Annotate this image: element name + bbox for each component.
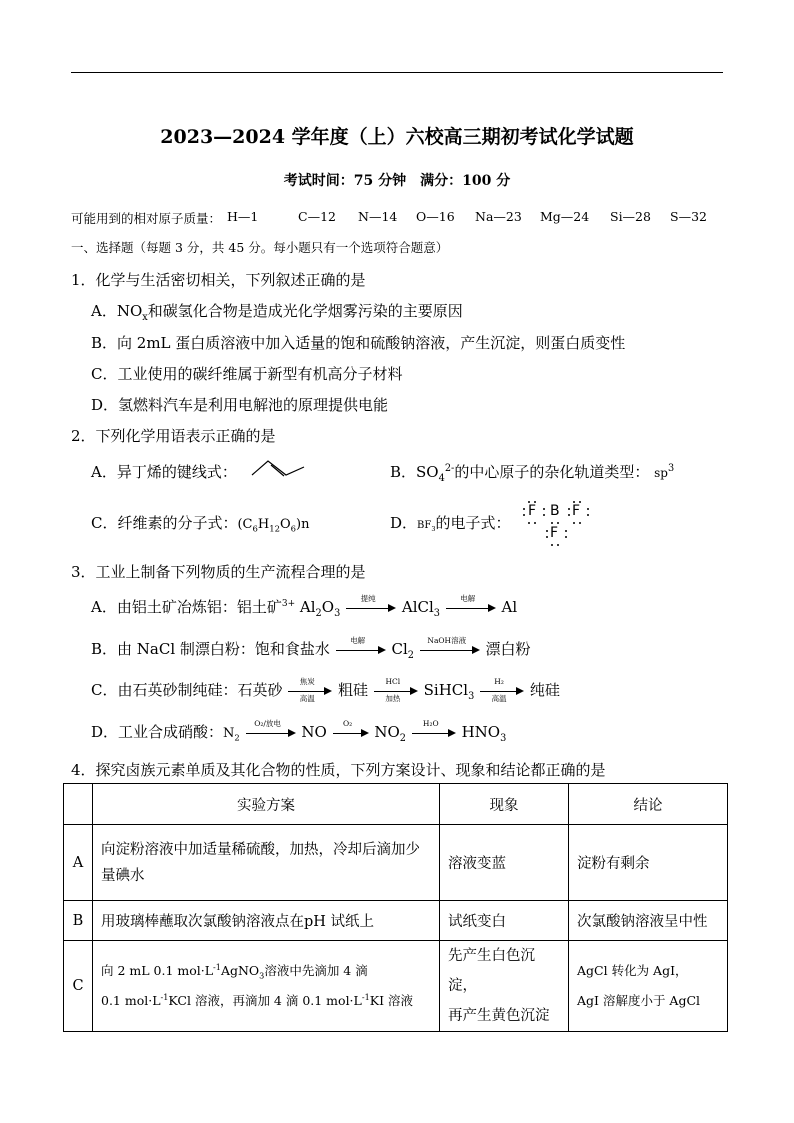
- reaction-arrow: 提纯: [346, 602, 396, 614]
- question-2-option-c: C．纤维素的分子式：$(C_6H_{12}O_6)n$: [91, 514, 310, 534]
- experiment-plan: 向 2 mL 0.1 $mol\cdot L^{-1}AgNO_3$溶液中先滴加 4 滴 0.1 $mol\cdot L^{-1}KCl$ 溶液，再滴加 4 滴 0.1 $mol\cdot L^{-1}KI$ 溶液: [93, 941, 440, 1032]
- atomic-mass-item: Na—23: [475, 209, 522, 224]
- question-2-option-d: D．$BF_3$的电子式：: [390, 514, 511, 533]
- experiment-plan: 用玻璃棒蘸取次氯酸钠溶液点在pH 试纸上: [93, 901, 440, 941]
- question-1-option-b: B．向 2mL 蛋白质溶液中加入适量的饱和硫酸钠溶液，产生沉淀，则蛋白质变性: [91, 334, 626, 352]
- reaction-arrow: 电解: [446, 602, 496, 614]
- row-label: B: [64, 901, 93, 941]
- question-1-stem: 1．化学与生活密切相关，下列叙述正确的是: [71, 271, 366, 289]
- reaction-arrow: NaOH溶液: [420, 644, 480, 656]
- lewis-atom-b: B: [550, 503, 560, 519]
- atomic-mass-item: Si—28: [610, 209, 651, 224]
- question-3-option-d: D．工业合成硝酸：$N_2$ O₂/放电 NO O₂ $NO_2$ H₂O $HNO_3$: [91, 719, 507, 744]
- atomic-mass-item: N—14: [358, 209, 398, 224]
- reaction-arrow: H₂ 高温: [480, 685, 524, 697]
- section-heading: 一、选择题（每题 3 分，共 45 分。每小题只有一个选项符合题意）: [71, 240, 449, 255]
- experiment-phenomenon: 试纸变白: [440, 901, 569, 941]
- table-header-row: [64, 784, 728, 825]
- question-2-stem: 2．下列化学用语表示正确的是: [71, 427, 276, 445]
- question-3-option-c: C．由石英砂制纯硅：石英砂 焦炭 高温 粗硅 HCl 加热 SiHCl$_3$ H₂ 高温 纯硅: [91, 677, 560, 703]
- question-1-option-a: A．$NO_x$和碳氢化合物是造成光化学烟雾污染的主要原因: [91, 302, 463, 323]
- question-3-stem: 3．工业上制备下列物质的生产流程合理的是: [71, 563, 366, 581]
- experiment-plan: 向淀粉溶液中加适量稀硫酸，加热，冷却后滴加少量碘水: [93, 825, 440, 901]
- table-header-cell: 结论: [569, 784, 728, 825]
- page-title: 2023—2024 学年度（上）六校高三期初考试化学试题: [160, 126, 634, 148]
- reaction-arrow: HCl 加热: [374, 685, 418, 697]
- question-1-option-d: D．氢燃料汽车是利用电解池的原理提供电能: [91, 396, 389, 414]
- isobutylene-skeletal-formula: [248, 455, 308, 481]
- reaction-arrow: O₂/放电: [246, 727, 296, 739]
- experiment-conclusion: 次氯酸钠溶液呈中性: [569, 901, 728, 941]
- question-3-option-b: B．由 NaCl 制漂白粉：饱和食盐水 电解 $Cl_2$ NaOH溶液 漂白粉: [91, 636, 531, 661]
- reaction-arrow: O₂: [333, 727, 369, 739]
- atomic-mass-item: S—32: [670, 209, 707, 224]
- reaction-arrow: 焦炭 高温: [288, 685, 332, 697]
- question-3-option-a: A．由铝土矿冶炼铝：铝土矿$^{3+}$ $Al_2O_3$ 提纯 AlCl$_3$ 电解 Al: [91, 594, 518, 619]
- table-row: [64, 941, 728, 1032]
- row-label: A: [64, 825, 93, 901]
- atomic-mass-item: H—1: [227, 209, 259, 224]
- question-4-stem: 4．探究卤族元素单质及其化合物的性质，下列方案设计、现象和结论都正确的是: [71, 761, 606, 779]
- experiment-phenomenon: 先产生白色沉淀， 再产生黄色沉淀: [440, 941, 569, 1032]
- lewis-atom-f-bottom: F: [550, 525, 559, 541]
- atomic-mass-item: C—12: [298, 209, 336, 224]
- experiment-phenomenon: 溶液变蓝: [440, 825, 569, 901]
- atomic-mass-item: Mg—24: [540, 209, 590, 224]
- header-rule: [71, 72, 723, 73]
- reaction-arrow: H₂O: [412, 727, 456, 739]
- atomic-mass-item: O—16: [416, 209, 455, 224]
- experiment-conclusion: AgCl 转化为 AgI， AgI 溶解度小于 AgCl: [569, 941, 728, 1032]
- table-row: [64, 825, 728, 901]
- lewis-atom-f-left: F: [528, 503, 537, 519]
- row-label: C: [64, 941, 93, 1032]
- reaction-arrow: 电解: [336, 644, 386, 656]
- question-2-option-a: A．异丁烯的键线式：: [91, 463, 237, 481]
- exam-info: 考试时间：75 分钟 满分：100 分: [283, 173, 511, 189]
- atomic-masses-label: 可能用到的相对原子质量：: [71, 211, 222, 226]
- table-header-cell: [64, 784, 93, 825]
- question-2-option-b: B．$SO_4^{2-}$的中心原子的杂化轨道类型： $sp^3$: [390, 463, 675, 484]
- question-1-option-c: C．工业使用的碳纤维属于新型有机高分子材料: [91, 365, 403, 383]
- table-header-cell: 现象: [440, 784, 569, 825]
- lewis-atom-f-right: F: [572, 503, 581, 519]
- experiment-table: [63, 783, 728, 1032]
- table-header-cell: 实验方案: [93, 784, 440, 825]
- experiment-conclusion: 淀粉有剩余: [569, 825, 728, 901]
- table-row: [64, 901, 728, 941]
